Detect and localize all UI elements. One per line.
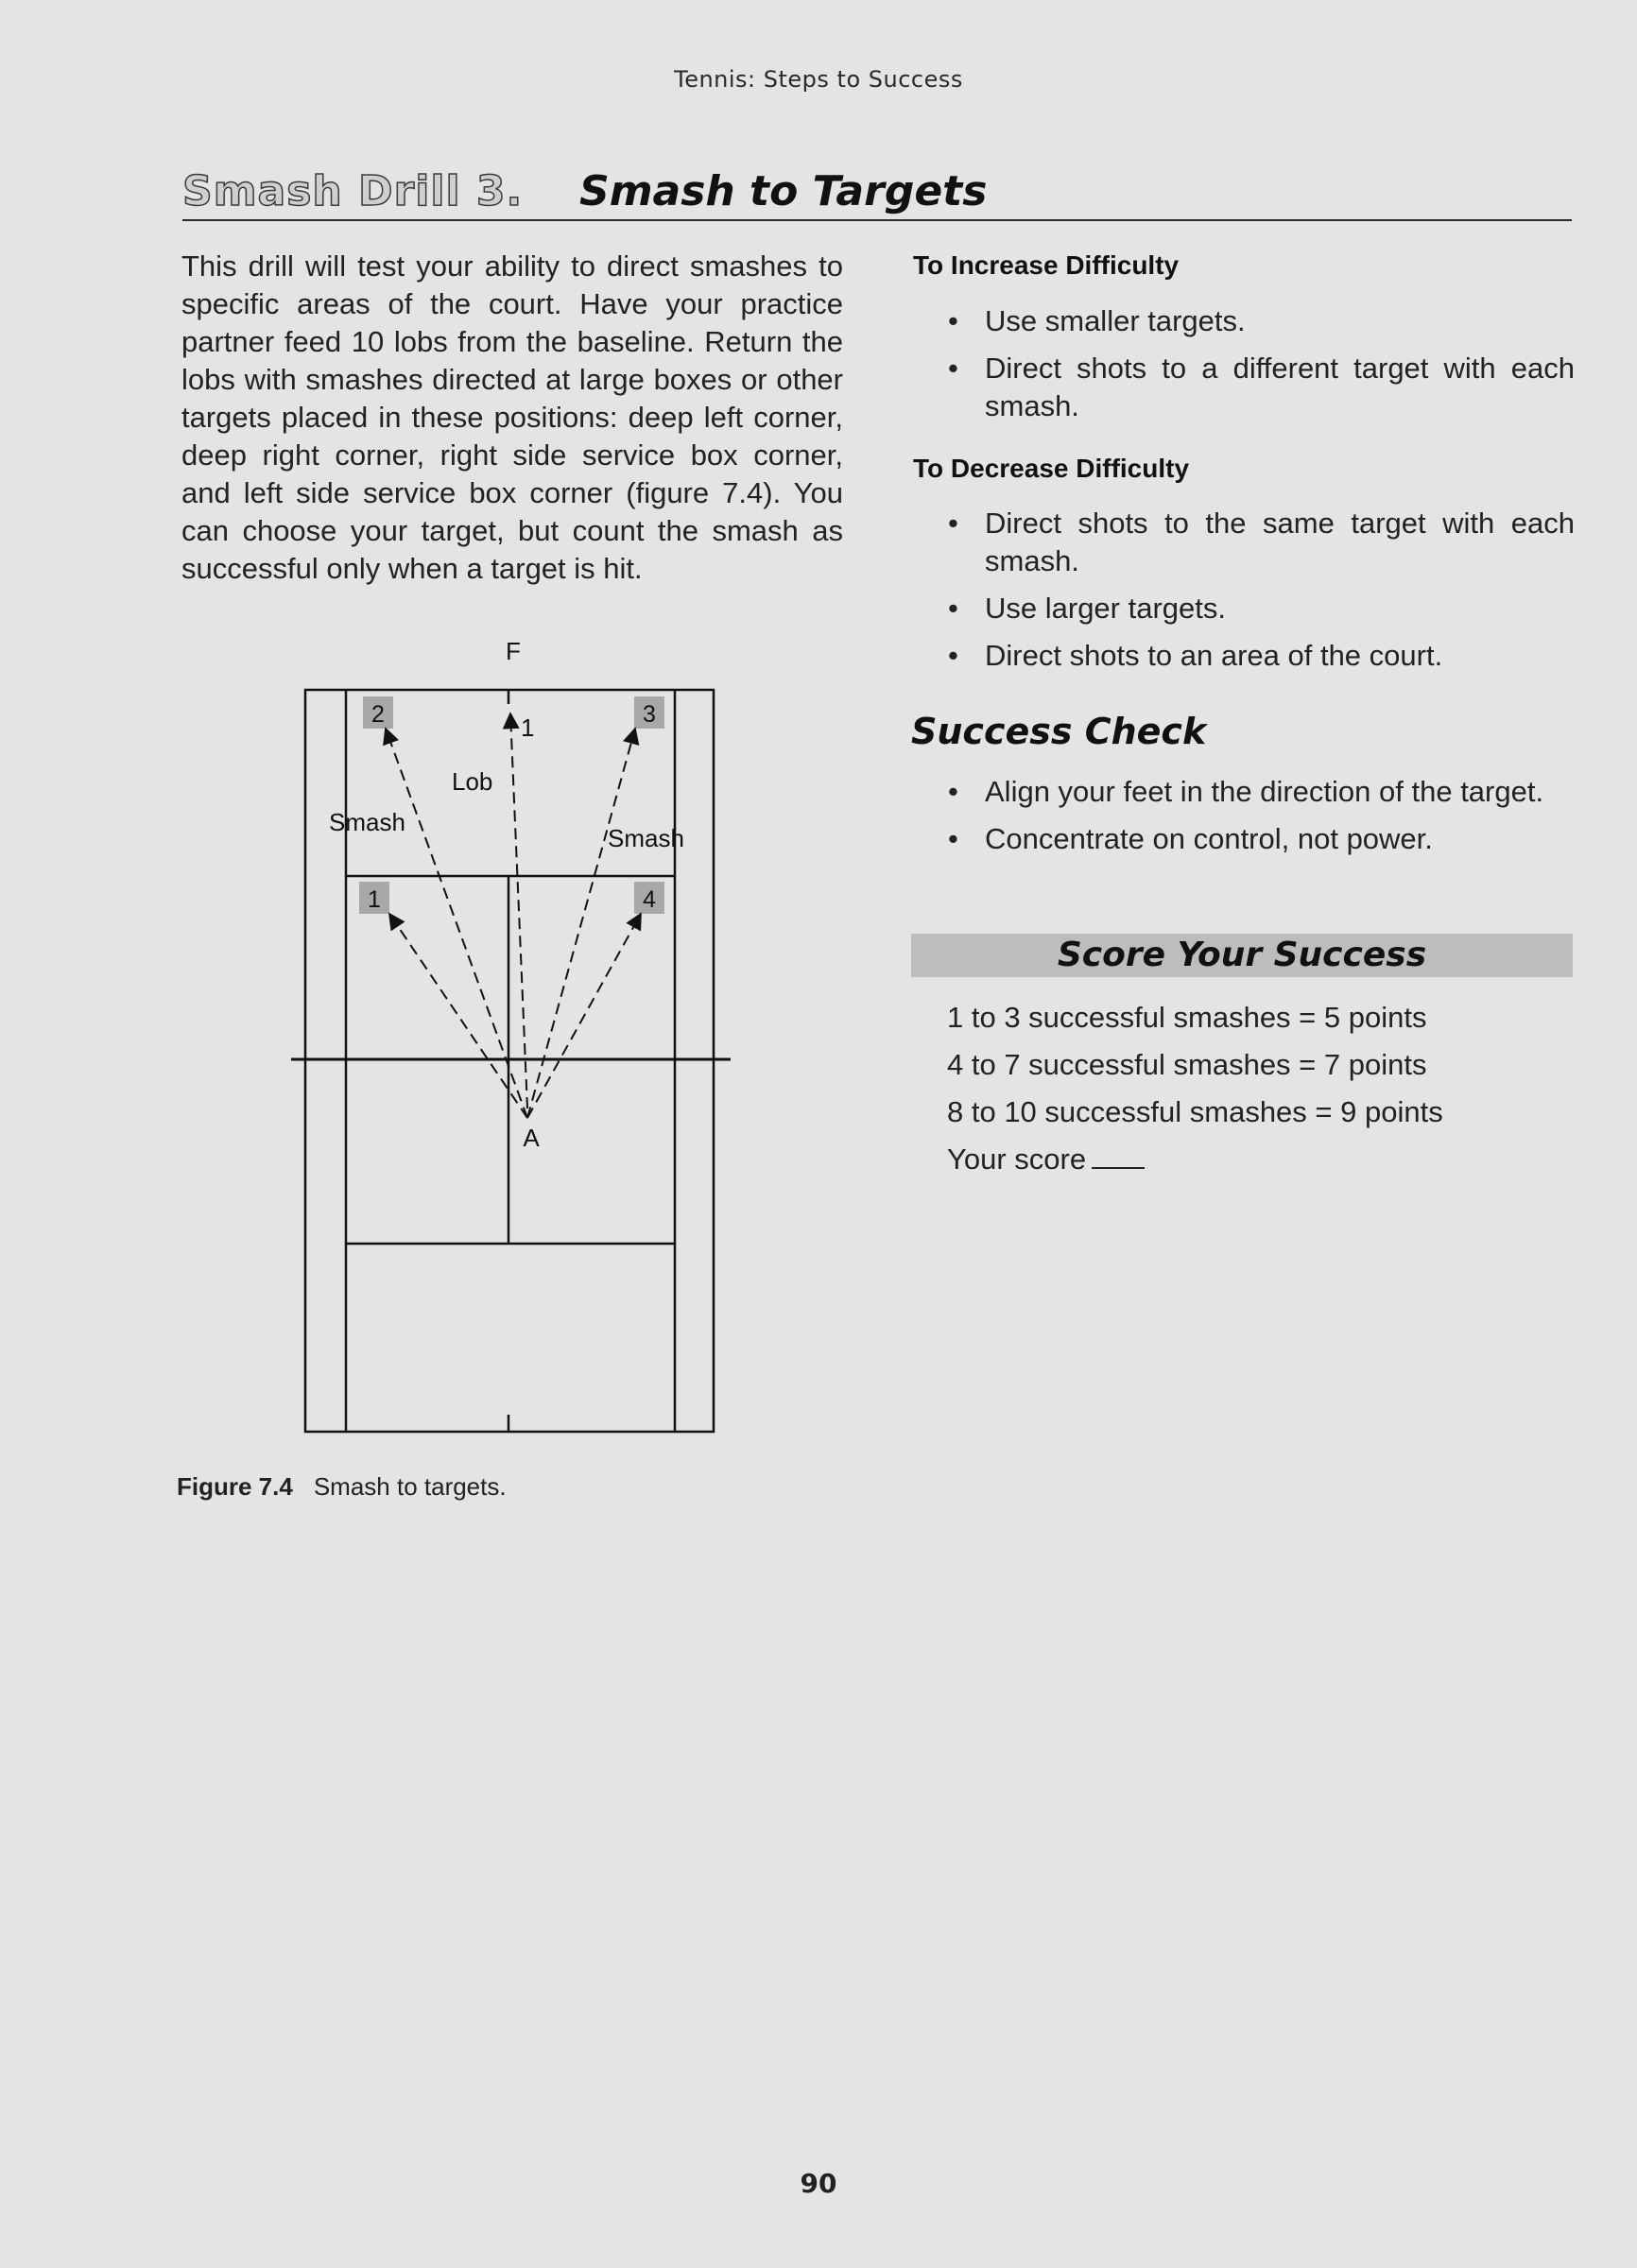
- court-svg: [284, 628, 747, 1460]
- lob-path: [510, 713, 527, 1108]
- drill-heading: [182, 166, 1572, 221]
- feeder-label: F: [506, 637, 521, 665]
- list-item: • Direct shots to an area of the court.: [913, 637, 1575, 675]
- smash-path-to-4: [527, 914, 641, 1118]
- target-label-4: 4: [643, 886, 656, 913]
- smash-path-to-1: [389, 914, 527, 1118]
- running-head: Tennis: Steps to Success: [674, 66, 963, 93]
- smash-label-left: Smash: [329, 808, 405, 836]
- figure-caption: [177, 1472, 507, 1502]
- drill-number: Smash Drill 3.: [182, 167, 524, 215]
- score-heading-bar: [911, 934, 1573, 977]
- lob-label: Lob: [452, 767, 493, 796]
- decrease-difficulty-heading: To Decrease Difficulty: [913, 454, 1190, 483]
- score-list: [947, 994, 1571, 1183]
- increase-difficulty-heading: To Increase Difficulty: [913, 250, 1180, 280]
- score-line: 1 to 3 successful smashes = 5 points: [947, 1001, 1427, 1034]
- your-score-label: Your score: [947, 1143, 1087, 1176]
- list-item: • Direct shots to the same target with each smash.: [913, 505, 1575, 580]
- list-item: • Align your feet in the direction of the target.: [913, 773, 1575, 811]
- list-item: • Use larger targets.: [913, 590, 1575, 627]
- success-check-list: [913, 773, 1575, 868]
- drill-title: Smash to Targets: [579, 167, 988, 215]
- score-blank: [1092, 1144, 1145, 1169]
- page-number: 90: [800, 2168, 837, 2199]
- decrease-difficulty-list: [913, 505, 1575, 684]
- list-item: • Concentrate on control, not power.: [913, 820, 1575, 858]
- target-label-2: 2: [371, 701, 385, 728]
- target-label-1: 1: [368, 886, 381, 913]
- player-label: A: [523, 1124, 540, 1152]
- smash-label-right: Smash: [608, 824, 684, 852]
- your-score-line: [947, 1136, 1571, 1183]
- score-line: 8 to 10 successful smashes = 9 points: [947, 1095, 1443, 1128]
- figure-number: Figure 7.4: [177, 1472, 293, 1501]
- increase-difficulty-list: [913, 302, 1575, 435]
- lob-number-label: 1: [521, 713, 535, 742]
- drill-intro: This drill will test your ability to direct smashes to specific areas of the court. Have your practice partner feed 10 lobs from the baseline. Return the lobs with smashes directed at large boxes or other targets placed in these positions: deep left corner, deep right corner, right side service box corner, and left side service box corner (figure 7.4). You can choose your target, but count the smash as successful only when a target is hit.: [181, 249, 843, 585]
- score-heading: Score Your Success: [1057, 936, 1427, 974]
- list-item: • Direct shots to a different target with each smash.: [913, 350, 1575, 425]
- figure-caption-text: Smash to targets.: [313, 1472, 507, 1501]
- success-check-heading: Success Check: [911, 711, 1207, 752]
- target-label-3: 3: [643, 701, 656, 728]
- score-line: 4 to 7 successful smashes = 7 points: [947, 1048, 1427, 1081]
- court-diagram: [284, 628, 747, 1460]
- list-item: • Use smaller targets.: [913, 302, 1575, 340]
